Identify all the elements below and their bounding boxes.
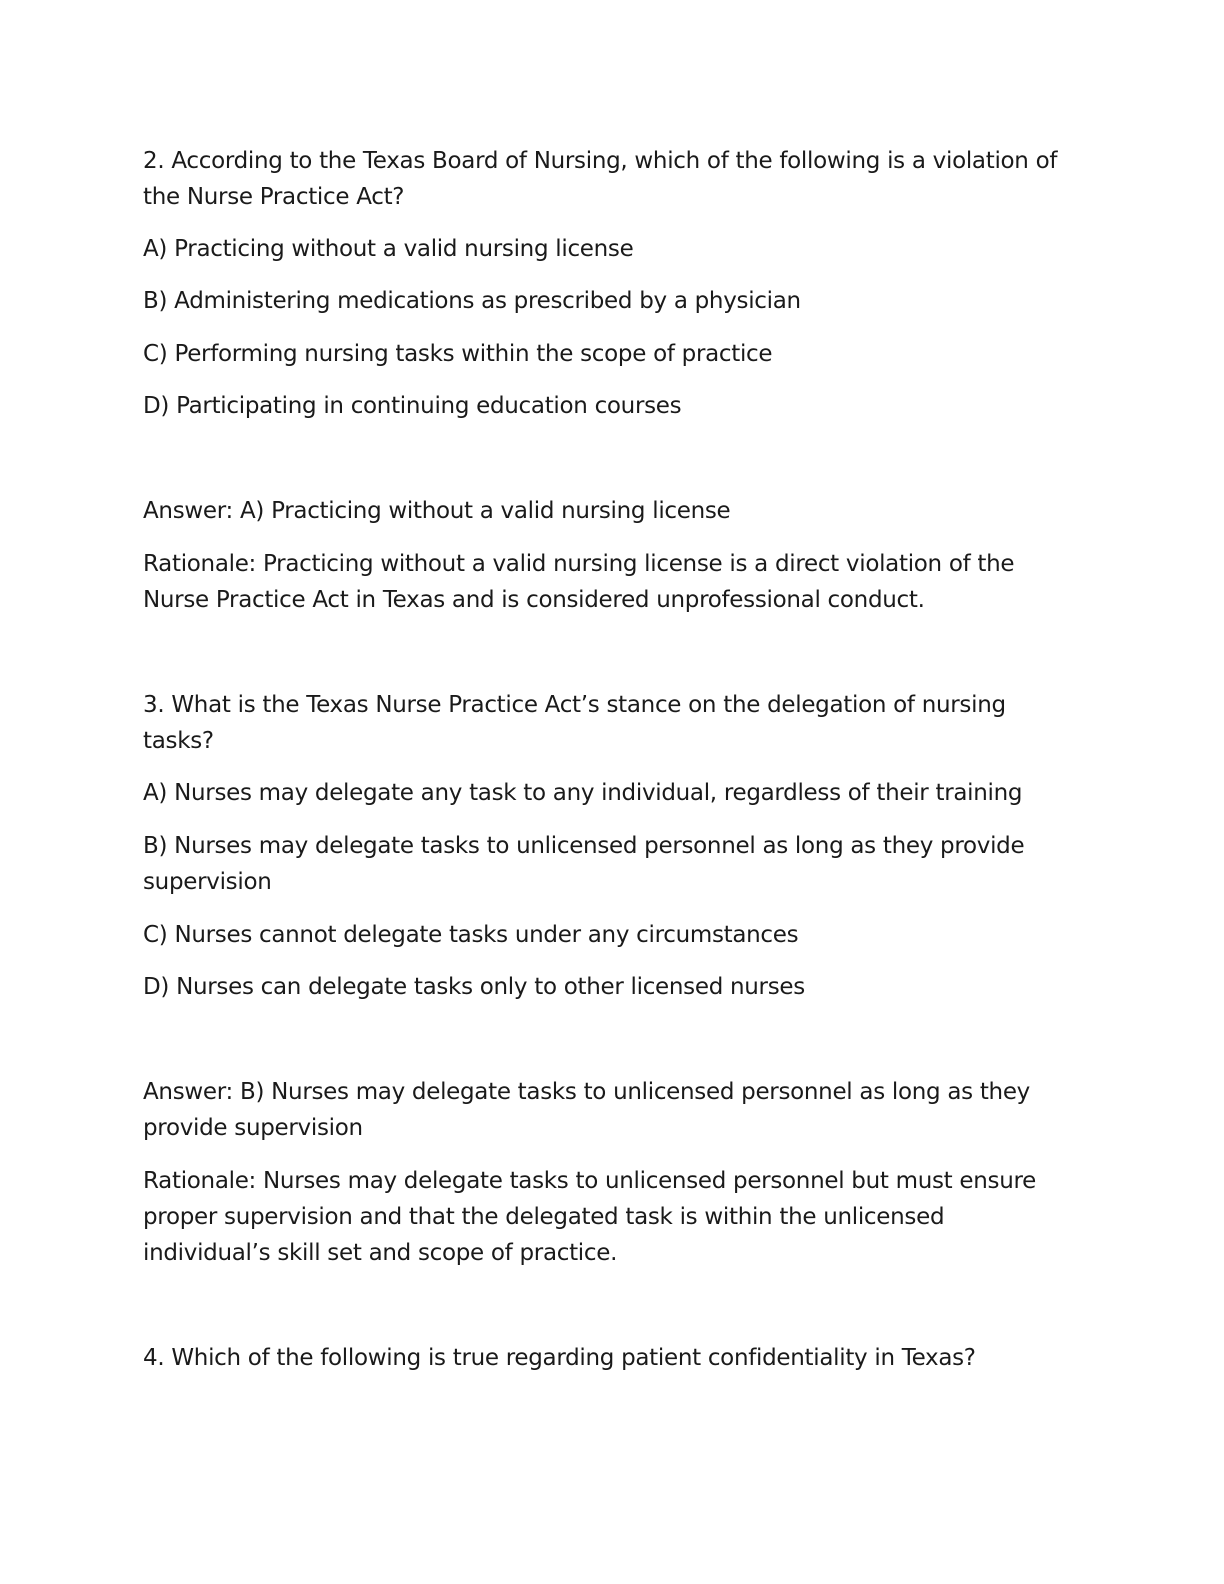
answer-option-b: B) Nurses may delegate tasks to unlicensed personnel as long as they provide [143,833,1025,859]
answer-option-a: A) Nurses may delegate any task to any individual, regardless of their training [143,780,1023,806]
answer-line: Answer: B) Nurses may delegate tasks to unlicensed personnel as long as they [143,1079,1030,1105]
answer-option-c: C) Nurses cannot delegate tasks under any circumstances [143,922,799,948]
answer-option-a: A) Practicing without a valid nursing license [143,236,634,262]
question-stem: 4. Which of the following is true regarding patient confidentiality in Texas? [143,1345,976,1371]
answer-option-d: D) Participating in continuing education courses [143,393,682,419]
answer-option-c: C) Performing nursing tasks within the scope of practice [143,341,773,367]
rationale-line: individual’s skill set and scope of practice. [143,1240,618,1266]
rationale-line: Nurse Practice Act in Texas and is considered unprofessional conduct. [143,587,925,613]
answer-line: provide supervision [143,1115,363,1141]
answer-option-d: D) Nurses can delegate tasks only to other licensed nurses [143,974,805,1000]
rationale-line: Rationale: Practicing without a valid nursing license is a direct violation of the [143,551,1015,577]
rationale-line: Rationale: Nurses may delegate tasks to unlicensed personnel but must ensure [143,1168,1036,1194]
question-stem: tasks? [143,728,214,754]
question-stem: 2. According to the Texas Board of Nursing, which of the following is a violation of [143,148,1058,174]
answer-option-b: B) Administering medications as prescribed by a physician [143,288,801,314]
answer-option-b: supervision [143,869,272,895]
question-stem: 3. What is the Texas Nurse Practice Act’s stance on the delegation of nursing [143,692,1006,718]
question-stem: the Nurse Practice Act? [143,184,405,210]
rationale-line: proper supervision and that the delegated task is within the unlicensed [143,1204,945,1230]
answer-line: Answer: A) Practicing without a valid nursing license [143,498,731,524]
